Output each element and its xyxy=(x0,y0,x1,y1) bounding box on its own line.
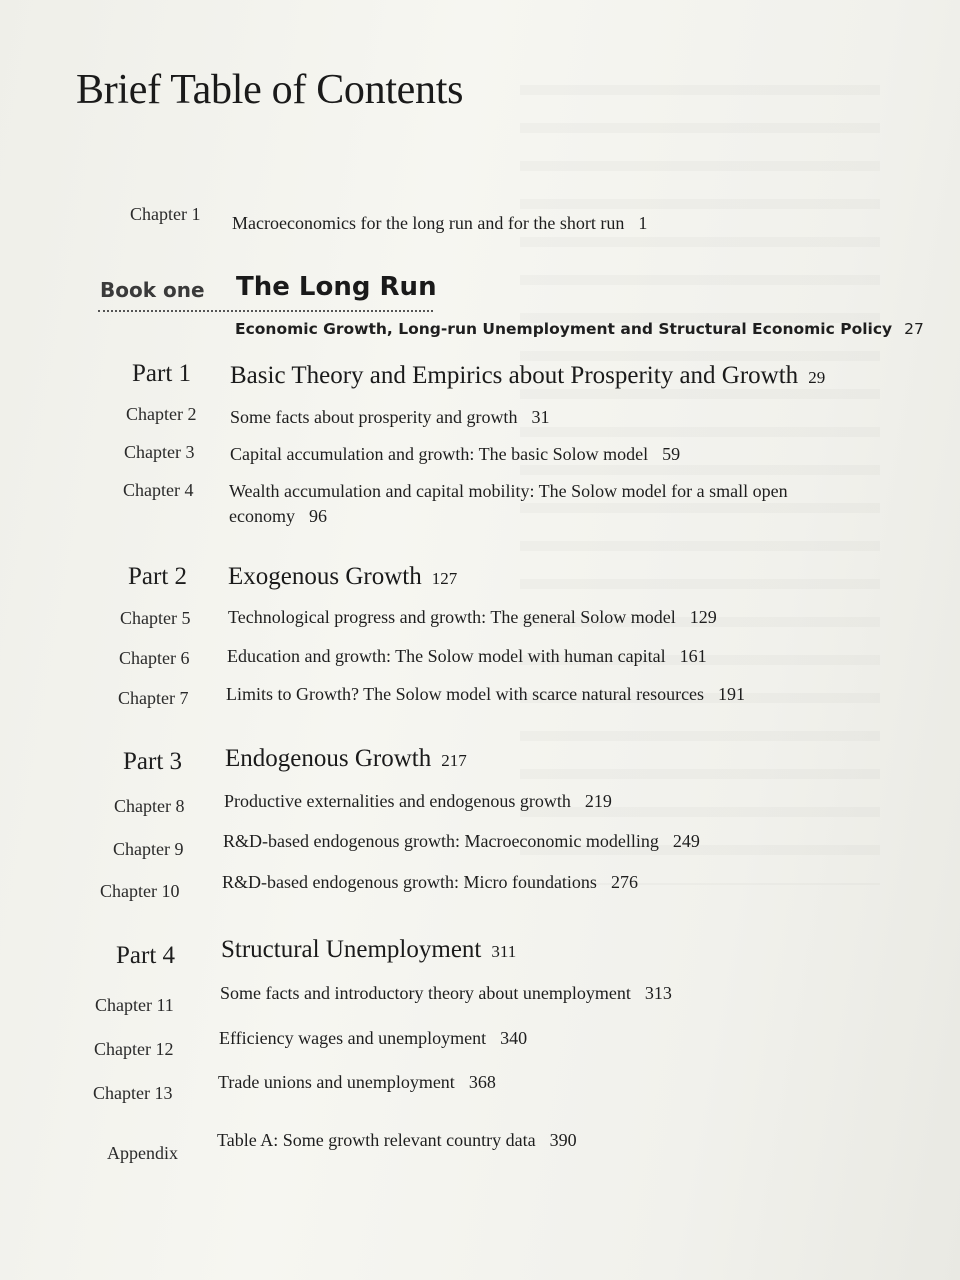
part-entry xyxy=(230,362,825,390)
chapter-entry xyxy=(226,684,745,705)
chapter-page: 191 xyxy=(718,684,746,704)
chapter-entry xyxy=(223,831,700,852)
page-title: Brief Table of Contents xyxy=(76,67,464,113)
chapter-entry xyxy=(230,444,680,465)
part-entry xyxy=(221,936,516,964)
chapter-label: Chapter 10 xyxy=(100,881,180,901)
chapter-label: Chapter 9 xyxy=(113,839,184,859)
chapter-entry xyxy=(220,983,672,1004)
chapter-title: R&D-based endogenous growth: Macroeconomic modelling xyxy=(223,831,659,851)
chapter-title: Macroeconomics for the long run and for the short run xyxy=(232,213,625,233)
chapter-label: Chapter 7 xyxy=(118,688,189,708)
part-title: Exogenous Growth xyxy=(228,563,422,590)
chapter-label: Chapter 4 xyxy=(123,480,194,500)
chapter-label: Chapter 5 xyxy=(120,608,191,628)
chapter-title: R&D-based endogenous growth: Micro foundations xyxy=(222,872,597,892)
appendix-title: Table A: Some growth relevant country data xyxy=(217,1130,536,1150)
chapter-page: 368 xyxy=(468,1072,496,1092)
chapter-label: Chapter 1 xyxy=(130,204,201,224)
chapter-label: Chapter 12 xyxy=(94,1039,174,1059)
chapter-page: 31 xyxy=(531,407,550,427)
part-entry xyxy=(228,563,457,591)
part-page: 311 xyxy=(491,942,517,961)
chapter-title: Efficiency wages and unemployment xyxy=(219,1028,487,1048)
part-label: Part 2 xyxy=(128,563,188,590)
chapter-label: Chapter 6 xyxy=(119,648,190,668)
part-label: Part 3 xyxy=(123,748,183,775)
chapter-title: Technological progress and growth: The general Solow model xyxy=(228,607,676,627)
chapter-page: 96 xyxy=(308,506,327,526)
book-label: Book one xyxy=(100,278,205,302)
chapter-label: Chapter 2 xyxy=(126,404,197,424)
chapter-title: Some facts about prosperity and growth xyxy=(230,407,518,427)
part-entry xyxy=(225,745,467,773)
part-title: Endogenous Growth xyxy=(225,745,432,772)
chapter-entry xyxy=(218,1072,496,1093)
part-page: 29 xyxy=(808,368,826,387)
chapter-page: 340 xyxy=(500,1028,528,1048)
book-title: The Long Run xyxy=(236,272,437,302)
part-title: Basic Theory and Empirics about Prosperity and Growth xyxy=(230,362,799,389)
chapter-title: Trade unions and unemployment xyxy=(218,1072,455,1092)
part-label: Part 4 xyxy=(116,942,176,969)
chapter-page: 1 xyxy=(638,213,648,233)
chapter-entry xyxy=(219,1028,527,1049)
appendix-label: Appendix xyxy=(107,1143,178,1163)
chapter-entry xyxy=(230,407,549,428)
chapter-label: Chapter 3 xyxy=(124,442,195,462)
chapter-entry xyxy=(232,213,647,234)
book-subtitle-line xyxy=(235,320,924,338)
chapter-title: Productive externalities and endogenous growth xyxy=(224,791,571,811)
chapter-title: Capital accumulation and growth: The basic Solow model xyxy=(230,444,649,464)
chapter-page: 161 xyxy=(679,646,707,666)
chapter-entry-cont xyxy=(229,506,327,527)
book-subtitle: Economic Growth, Long-run Unemployment and Structural Economic Policy xyxy=(235,320,893,338)
chapter-title: Limits to Growth? The Solow model with scarce natural resources xyxy=(226,684,705,704)
book-divider xyxy=(98,310,433,312)
chapter-page: 59 xyxy=(662,444,681,464)
chapter-label: Chapter 8 xyxy=(114,796,185,816)
part-label: Part 1 xyxy=(132,360,192,387)
chapter-page: 249 xyxy=(672,831,700,851)
chapter-entry xyxy=(222,872,638,893)
appendix-entry xyxy=(217,1130,577,1151)
chapter-entry xyxy=(224,791,612,812)
chapter-label: Chapter 13 xyxy=(93,1083,173,1103)
part-page: 127 xyxy=(431,569,458,588)
chapter-entry xyxy=(228,607,717,628)
chapter-title: Wealth accumulation and capital mobility: The Solow model for a small open xyxy=(229,481,788,501)
chapter-label: Chapter 11 xyxy=(95,995,174,1015)
chapter-title-cont: economy xyxy=(229,506,295,526)
part-page: 217 xyxy=(441,751,467,770)
chapter-page: 276 xyxy=(610,872,638,892)
appendix-page: 390 xyxy=(549,1130,577,1150)
chapter-page: 129 xyxy=(689,607,717,627)
part-title: Structural Unemployment xyxy=(221,936,482,963)
chapter-page: 219 xyxy=(584,791,612,811)
chapter-page: 313 xyxy=(644,983,672,1003)
chapter-title: Education and growth: The Solow model with human capital xyxy=(227,646,666,666)
chapter-title: Some facts and introductory theory about unemployment xyxy=(220,983,631,1003)
book-page: 27 xyxy=(904,320,924,338)
chapter-entry xyxy=(227,646,707,667)
